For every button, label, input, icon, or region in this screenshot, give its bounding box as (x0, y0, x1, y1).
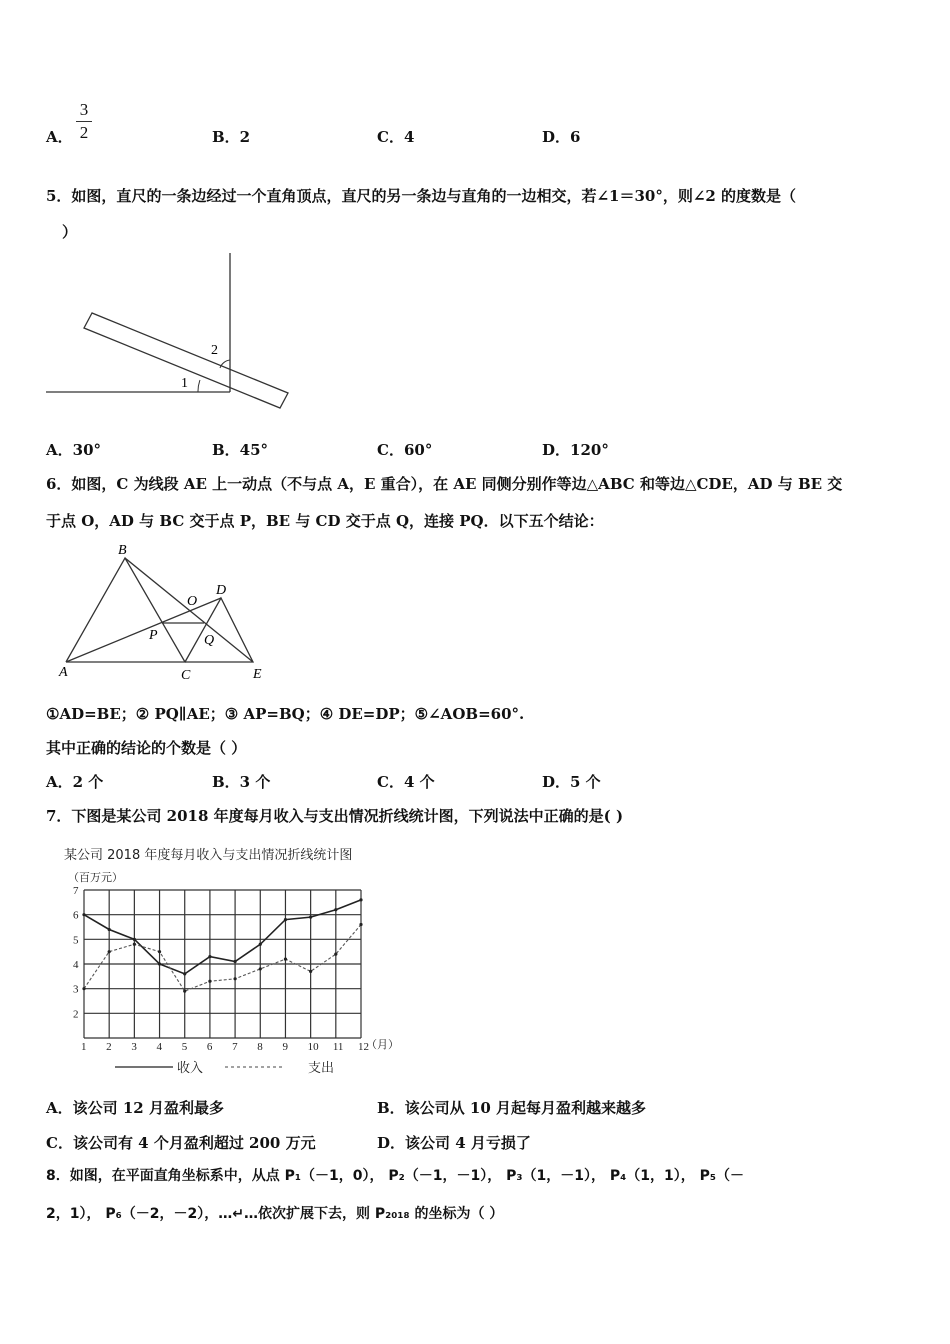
data-point (309, 970, 312, 973)
data-point (108, 928, 111, 931)
legend-income: 收入 (177, 1061, 204, 1076)
y-tick-label: 5 (73, 934, 79, 947)
chart-title: 某公司 2018 年度每月收入与支出情况折线统计图 (64, 848, 353, 863)
data-point (183, 972, 186, 975)
q6-stem-line1: 6．如图，C 为线段 AE 上一动点（不与点 A，E 重合），在 AE 同侧分别作等边△ABC 和等边△CDE，AD 与 BE 交 (46, 475, 843, 493)
y-tick-label: 3 (73, 983, 79, 996)
data-point (183, 990, 186, 993)
point-d: D (216, 583, 227, 598)
q4-option-c: C．4 (377, 128, 415, 146)
x-tick-label: 1 (81, 1041, 87, 1053)
point-p: P (149, 628, 158, 643)
data-point (309, 916, 312, 919)
q5-option-c: C．60° (377, 441, 433, 459)
q6-stem-line2: 于点 O，AD 与 BC 交于点 P，BE 与 CD 交于点 Q，连接 PQ．以下五个结论： (46, 512, 604, 530)
x-tick-label: 9 (282, 1041, 288, 1053)
q7-option-a: A．该公司 12 月盈利最多 (46, 1099, 224, 1117)
x-tick-label: 5 (181, 1041, 188, 1053)
data-point (208, 955, 211, 958)
y-axis-label: （百万元） (68, 871, 123, 884)
x-tick-label: 4 (156, 1041, 163, 1053)
series-line-expense (84, 925, 361, 992)
data-point (108, 950, 111, 953)
data-point (284, 957, 287, 960)
x-tick-label: 2 (106, 1041, 112, 1053)
legend-expense: 支出 (308, 1061, 335, 1076)
data-point (82, 987, 85, 990)
numerator: 3 (79, 100, 89, 119)
q7-option-d: D．该公司 4 月亏损了 (377, 1134, 531, 1152)
denominator: 2 (79, 123, 89, 142)
x-tick-label: 3 (131, 1041, 137, 1053)
q7-option-b: B．该公司从 10 月起每月盈利越来越多 (377, 1099, 646, 1117)
series-line-income (84, 900, 361, 974)
data-point (233, 977, 236, 980)
data-point (208, 980, 211, 983)
point-q: Q (204, 633, 215, 648)
data-point (359, 923, 362, 926)
data-point (158, 950, 161, 953)
q5-option-a: A．30° (46, 441, 102, 459)
q7-stem: 7．下图是某公司 2018 年度每月收入与支出情况折线统计图，下列说法中正确的是( ) (46, 807, 624, 825)
q6-option-d: D．5 个 (542, 773, 601, 791)
q5-option-d: D．120° (542, 441, 609, 459)
point-c: C (181, 668, 191, 683)
y-tick-label: 6 (73, 909, 79, 922)
data-point (259, 967, 262, 970)
x-tick-label: 7 (232, 1041, 238, 1053)
x-axis-label: （月） (366, 1038, 399, 1051)
q4-option-a: A． (46, 128, 73, 146)
x-tick-label: 6 (206, 1041, 213, 1053)
q6-question: 其中正确的结论的个数是（ ） (46, 739, 247, 757)
data-point (133, 943, 136, 946)
q5-stem: 5．如图，直尺的一条边经过一个直角顶点，直尺的另一条边与直角的一边相交，若∠1＝30°，则∠2 的度数是（ (46, 187, 797, 205)
q5-option-b: B．45° (212, 441, 269, 459)
data-point (133, 938, 136, 941)
q6-option-c: C．4 个 (377, 773, 435, 791)
q7-option-c: C．该公司有 4 个月盈利超过 200 万元 (46, 1134, 316, 1152)
q6-option-a: A．2 个 (46, 773, 104, 791)
q4-option-b: B．2 (212, 128, 251, 146)
q8-stem-line2: 2，1）， P₆（－2，－2），…↵…依次扩展下去，则 P₂₀₁₈ 的坐标为（ ） (46, 1206, 504, 1222)
point-a: A (59, 665, 68, 680)
data-point (334, 953, 337, 956)
q6-option-b: B．3 个 (212, 773, 271, 791)
income-expense-chart (40, 840, 420, 1080)
x-tick-label: 8 (257, 1041, 263, 1053)
q8-stem-line1: 8．如图，在平面直角坐标系中，从点 P₁（－1，0）， P₂（－1，－1）， P₃（1，－1）， P₄（1，1）， P₅（－ (46, 1168, 745, 1184)
q5-stem-end: ） (62, 223, 78, 241)
triangle-figure (0, 540, 300, 690)
data-point (158, 962, 161, 965)
y-tick-label: 4 (73, 959, 79, 971)
y-tick-label: 7 (73, 885, 79, 897)
data-point (284, 918, 287, 921)
y-tick-label: 2 (73, 1008, 79, 1021)
angle-1-label: 1 (181, 376, 188, 391)
data-point (259, 943, 262, 946)
x-tick-label: 11 (332, 1041, 344, 1053)
ruler-figure (0, 240, 300, 420)
point-e: E (253, 667, 262, 682)
angle-2-label: 2 (211, 343, 218, 358)
data-point (359, 898, 362, 901)
x-tick-label: 10 (307, 1041, 319, 1053)
x-tick-label: 12 (358, 1041, 369, 1053)
data-point (233, 960, 236, 963)
data-point (82, 913, 85, 916)
q4-option-d: D．6 (542, 128, 581, 146)
point-o: O (187, 594, 198, 609)
fraction-three-halves (76, 100, 92, 143)
point-b: B (118, 543, 127, 558)
q6-statements: ①AD=BE；② PQ∥AE；③ AP=BQ；④ DE=DP；⑤∠AOB=60°. (46, 705, 525, 723)
data-point (334, 908, 337, 911)
